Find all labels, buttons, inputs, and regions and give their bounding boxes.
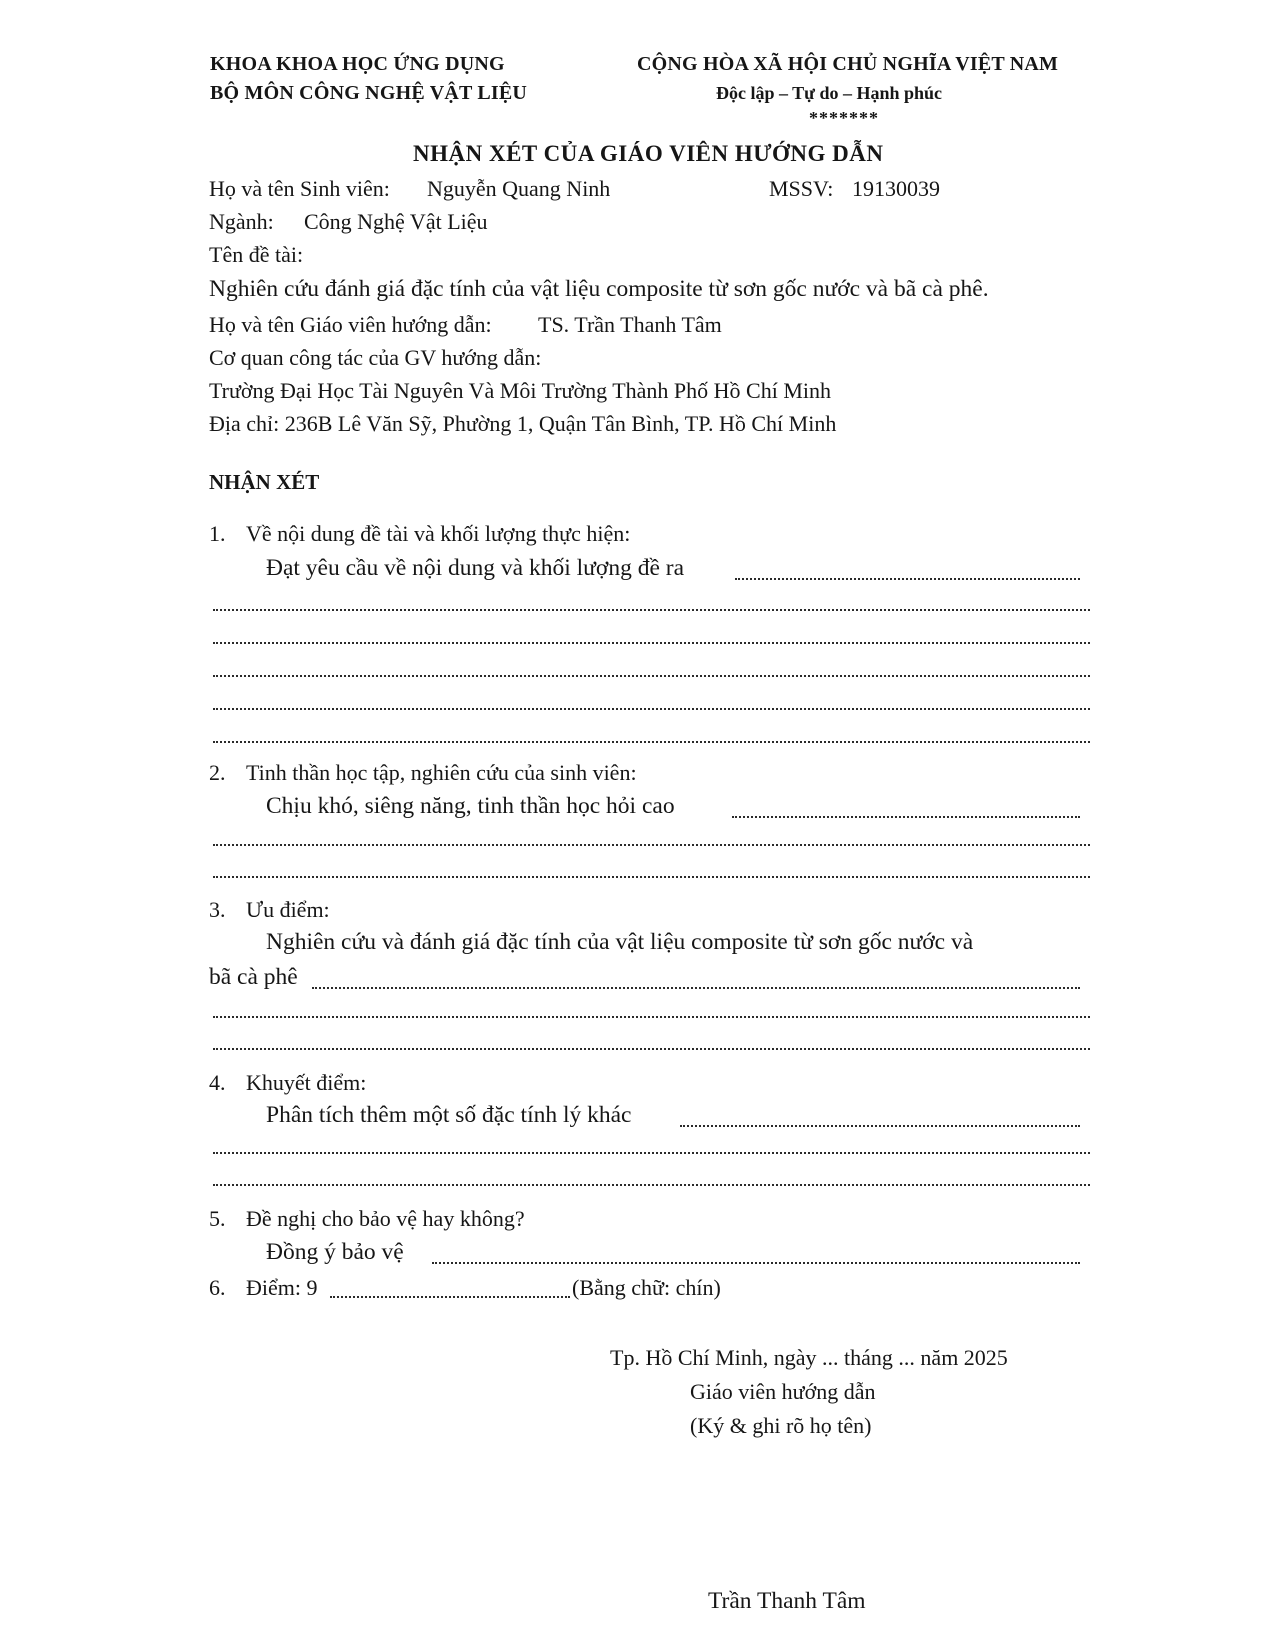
- advisor-name: TS. Trần Thanh Tâm: [538, 312, 722, 337]
- item-5-answer-dots: [432, 1262, 1080, 1264]
- page-title: NHẬN XÉT CỦA GIÁO VIÊN HƯỚNG DẪN: [413, 141, 884, 166]
- workplace-label: Cơ quan công tác của GV hướng dẫn:: [209, 345, 542, 370]
- item-4-answer: Phân tích thêm một số đặc tính lý khác: [266, 1102, 632, 1128]
- mssv-value: 19130039: [852, 176, 940, 201]
- item-5-answer: Đồng ý bảo vệ: [266, 1239, 404, 1265]
- item-2-answer: Chịu khó, siêng năng, tinh thần học hỏi cao: [266, 793, 675, 819]
- topic-value: Nghiên cứu đánh giá đặc tính của vật liệu composite từ sơn gốc nước và bã cà phê.: [209, 276, 989, 302]
- item-2-label: Tinh thần học tập, nghiên cứu của sinh viên:: [246, 760, 637, 785]
- place-date: Tp. Hồ Chí Minh, ngày ... tháng ... năm 2025: [610, 1345, 1008, 1370]
- item-3-answer-line2: bã cà phê: [209, 964, 298, 990]
- item-4-label: Khuyết điểm:: [246, 1070, 367, 1095]
- address: Địa chỉ: 236B Lê Văn Sỹ, Phường 1, Quận Tân Bình, TP. Hồ Chí Minh: [209, 411, 837, 436]
- major-label: Ngành:: [209, 209, 274, 234]
- student-label: Họ và tên Sinh viên:: [209, 176, 390, 201]
- item-1-blank-line: [213, 609, 1090, 611]
- signature-instruction: (Ký & ghi rõ họ tên): [690, 1413, 872, 1438]
- item-6-number: 6.: [209, 1275, 226, 1300]
- item-1-answer: Đạt yêu cầu về nội dung và khối lượng đề ra: [266, 555, 685, 581]
- item-3-number: 3.: [209, 897, 226, 922]
- item-6-score: Điểm: 9: [246, 1275, 318, 1300]
- signer-name: Trần Thanh Tâm: [708, 1588, 866, 1614]
- item-4-blank-line: [213, 1184, 1090, 1186]
- item-2-number: 2.: [209, 760, 226, 785]
- item-3-answer-line1: Nghiên cứu và đánh giá đặc tính của vật liệu composite từ sơn gốc nước và: [266, 929, 974, 955]
- mssv-label: MSSV:: [769, 176, 834, 201]
- item-2-blank-line: [213, 844, 1090, 846]
- item-4-number: 4.: [209, 1070, 226, 1095]
- item-6-score-words: (Bằng chữ: chín): [572, 1275, 721, 1300]
- item-3-answer-dots: [312, 987, 1080, 989]
- major-value: Công Nghệ Vật Liệu: [304, 209, 488, 234]
- workplace-value: Trường Đại Học Tài Nguyên Và Môi Trường Thành Phố Hồ Chí Minh: [209, 378, 832, 403]
- national-title: CỘNG HÒA XÃ HỘI CHỦ NGHĨA VIỆT NAM: [637, 53, 1059, 75]
- item-2-blank-line: [213, 876, 1090, 878]
- signer-role: Giáo viên hướng dẫn: [690, 1379, 876, 1404]
- topic-label: Tên đề tài:: [209, 242, 304, 267]
- national-motto: Độc lập – Tự do – Hạnh phúc: [716, 83, 943, 103]
- section-heading: NHẬN XÉT: [209, 470, 320, 494]
- student-name: Nguyễn Quang Ninh: [427, 176, 611, 201]
- faculty-name: KHOA KHOA HỌC ỨNG DỤNG: [210, 53, 505, 75]
- item-4-answer-dots: [680, 1125, 1080, 1127]
- item-5-label: Đề nghị cho bảo vệ hay không?: [246, 1206, 525, 1231]
- item-1-answer-dots: [735, 578, 1080, 580]
- item-1-blank-line: [213, 675, 1090, 677]
- item-3-blank-line: [213, 1048, 1090, 1050]
- item-1-blank-line: [213, 741, 1090, 743]
- item-1-blank-line: [213, 708, 1090, 710]
- header-stars: *******: [809, 108, 879, 128]
- item-1-label: Về nội dung đề tài và khối lượng thực hiện:: [246, 521, 631, 546]
- item-3-label: Ưu điểm:: [246, 897, 330, 922]
- item-2-answer-dots: [732, 816, 1080, 818]
- advisor-label: Họ và tên Giáo viên hướng dẫn:: [209, 312, 492, 337]
- item-5-number: 5.: [209, 1206, 226, 1231]
- item-6-dots: [330, 1296, 570, 1298]
- item-4-blank-line: [213, 1152, 1090, 1154]
- department-name: BỘ MÔN CÔNG NGHỆ VẬT LIỆU: [210, 82, 528, 104]
- item-1-number: 1.: [209, 521, 226, 546]
- item-1-blank-line: [213, 642, 1090, 644]
- item-3-blank-line: [213, 1016, 1090, 1018]
